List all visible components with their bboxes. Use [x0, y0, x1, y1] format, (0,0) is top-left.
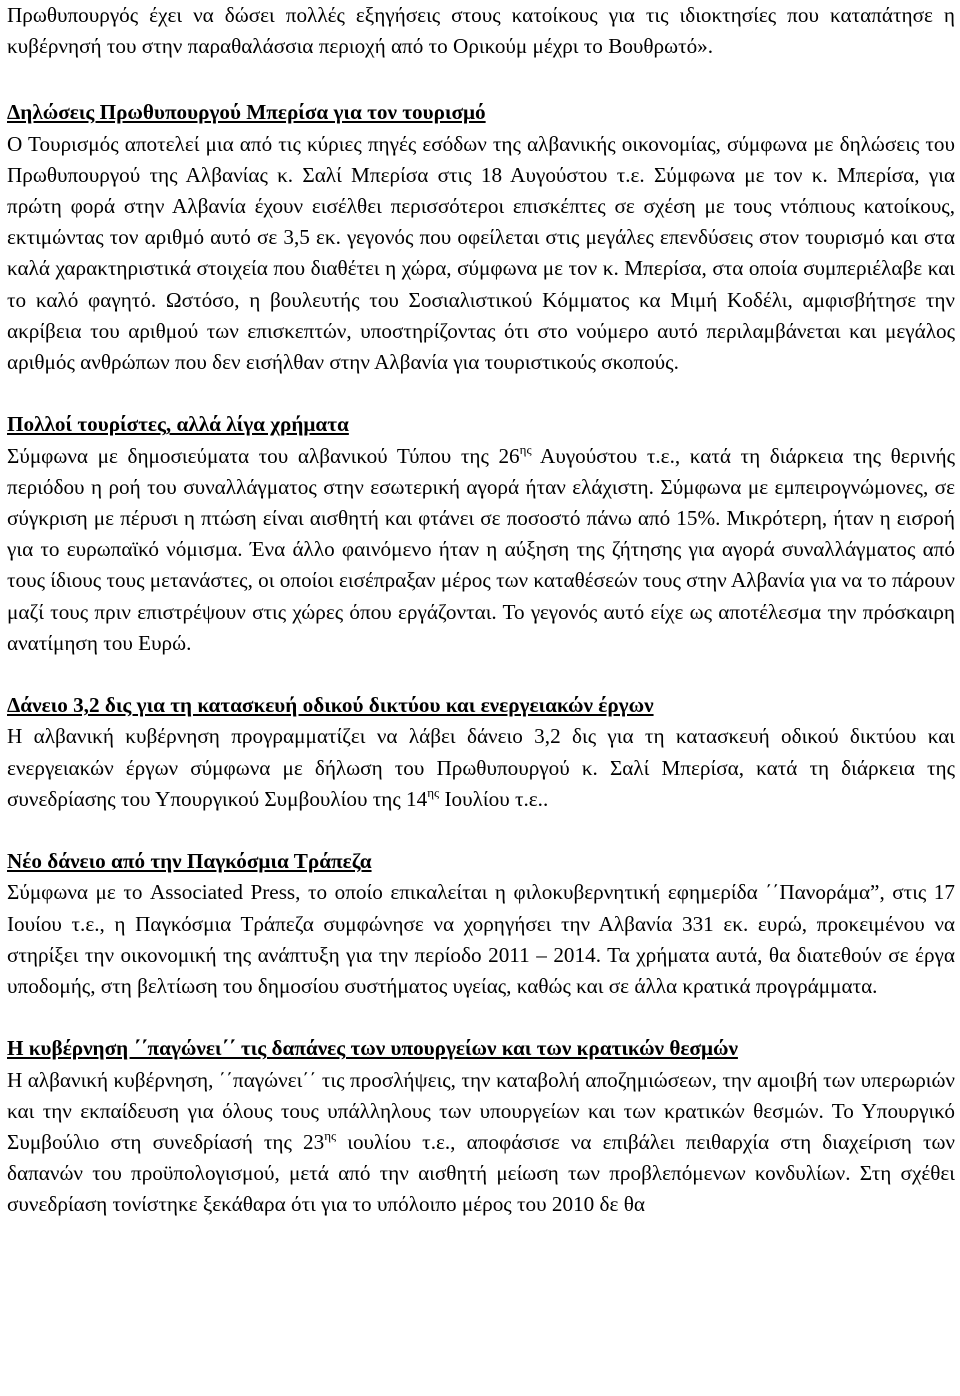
spacer	[7, 1002, 955, 1033]
section-heading-tourists: Πολλοί τουρίστες, αλλά λίγα χρήματα	[7, 412, 349, 437]
body-text: ιουλίου τ.ε., αποφάσισε να επιβάλει πειθαρχία στη διαχείριση των δαπανών του προϋπολογισμού, μετά από την αισθητή μείωση των προβλεπόμενων κονδυλίων. Στη σχέθει συνεδρίαση τονίστηκε ξεκάθαρα ότι για το υπόλοιπο μέρος του 2010 δε θα	[7, 1130, 955, 1217]
body-text: Η αλβανική κυβέρνηση, ΄΄παγώνει΄΄ τις προσλήψεις, την καταβολή αποζημιώσεων, την αμοιβή των υπερωριών και την εκπαίδευση για όλους τους υπάλληλους των υπουργείων και των κρατικών θεσμών. Το Υπουργικό Συμβούλιο στη συνεδρίασή της 23	[7, 1067, 955, 1155]
ordinal-suffix: ης	[427, 784, 440, 800]
section-heading-tourism: Δηλώσεις Πρωθυπουργού Μπερίσα για τον τουρισμό	[7, 100, 486, 125]
spacer	[7, 378, 955, 409]
section-body-world-bank: Σύμφωνα με το Associated Press, το οποίο επικαλείται η φιλοκυβερνητική εφημερίδα ΄΄Πανοράμα”, στις 17 Ιουίου τ.ε., η Παγκόσμια Τράπεζα συμφώνησε να χορηγήσει την Αλβανία 331 εκ. ευρώ, προκειμένου να στηρίξει την οικονομική της ανάπτυξη για την περίοδο 2011 – 2014. Τα χρήματα αυτά, θα διατεθούν σε έργα υποδομής, στη βελτίωση του δημοσίου συστήματος υγείας, καθώς και σε άλλα κρατικά προγράμματα.	[7, 880, 955, 999]
spacer	[7, 815, 955, 846]
section-body-tourism: Ο Τουρισμός αποτελεί μια από τις κύριες πηγές εσόδων της αλβανικής οικονομίας, σύμφωνα με δηλώσεις του Πρωθυπουργού της Αλβανίας κ. Σαλί Μπερίσα στις 18 Αυγούστου τ.ε. Σύμφωνα με τον κ. Μπερίσα, για πρώτη φορά στην Αλβανία έχουν εισέλθει περισσότεροι επισκέπτες σε σχέση με τους ντόπιους κατοίκους, εκτιμώντας τον αριθμό αυτό σε 3,5 εκ. γεγονός που οφείλεται στις μεγάλες επενδύσεις στον τουρισμό και στα καλά χαρακτηριστικά στοιχεία που διαθέτει η χώρα, σύμφωνα με τον κ. Μπερίσα, στα οποία συμπεριέλαβε και το καλό φαγητό. Ωστόσο, η βουλευτής του Σοσιαλιστικού Κόμματος κα Μιμή Κοδέλι, αμφισβήτησε την ακρίβεια του αριθμού των επισκεπτών, υποστηρίζοντας ότι στο νούμερο αυτό περιλαμβάνεται και μεγάλος αριθμός ανθρώπων που δεν εισήλθαν στην Αλβανία για τουριστικούς σκοπούς.	[7, 131, 955, 375]
body-text: Ιουλίου τ.ε..	[439, 786, 549, 811]
intro-paragraph: Πρωθυπουργός έχει να δώσει πολλές εξηγήσεις στους κατοίκους για τις ιδιοκτησίες που καταπάτησε η κυβέρνησή του στην παραθαλάσσια περιοχή από το Ορικούμ μέχρι το Βουθρωτό».	[7, 3, 955, 59]
section-body-freeze	[7, 1065, 955, 1221]
body-text: Σύμφωνα με δημοσιεύματα του αλβανικού Τύπου της 26	[7, 443, 520, 468]
spacer	[7, 659, 955, 690]
section-body-loan-roads	[7, 721, 955, 815]
document-page	[7, 0, 955, 1221]
spacer	[7, 62, 955, 97]
section-heading-freeze: Η κυβέρνηση ΄΄παγώνει΄΄ τις δαπάνες των υπουργείων και των κρατικών θεσμών	[7, 1036, 738, 1061]
body-text: Αυγούστου τ.ε., κατά τη διάρκεια της θερινής περιόδου η ροή του συναλλάγματος στην εσωτερική αγορά ήταν ελάχιστη. Σύμφωνα με εμπειρογνώμονες, σε σύγκριση με πέρυσι η πτώση είναι αισθητή και φτάνει σε ποσοστό πάνω από 15%. Μικρότερη, ήταν η εισροή για το ευρωπαϊκό νόμισμα. Ένα άλλο φαινόμενο ήταν η αύξηση της ζήτησης για αγορά συναλλάγματος από τους ίδιους τους μετανάστες, οι οποίοι εισέπραξαν μέρος των καταθέσεών τους στην Αλβανία για να το πάρουν μαζί τους πριν επιστρέψουν στις χώρες όπου εργάζονται. Το γεγονός αυτό είχε ως αποτέλεσμα την πρόσκαιρη ανατίμηση του Ευρώ.	[7, 443, 955, 655]
section-body-tourists	[7, 441, 955, 659]
body-text: Η αλβανική κυβέρνηση προγραμματίζει να λάβει δάνειο 3,2 δις για τη κατασκευή οδικού δικτύου και ενεργειακών έργων σύμφωνα με δήλωση του Πρωθυπουργού κ. Σαλί Μπερίσα, κατά τη διάρκεια της συνεδρίασης του Υπουργικού Συμβουλίου της 14	[7, 724, 955, 811]
section-heading-loan-roads: Δάνειο 3,2 δις για τη κατασκευή οδικού δικτύου και ενεργειακών έργων	[7, 693, 654, 718]
section-heading-world-bank: Νέο δάνειο από την Παγκόσμια Τράπεζα	[7, 849, 372, 874]
ordinal-suffix: ης	[519, 441, 532, 457]
ordinal-suffix: ης	[324, 1128, 337, 1144]
